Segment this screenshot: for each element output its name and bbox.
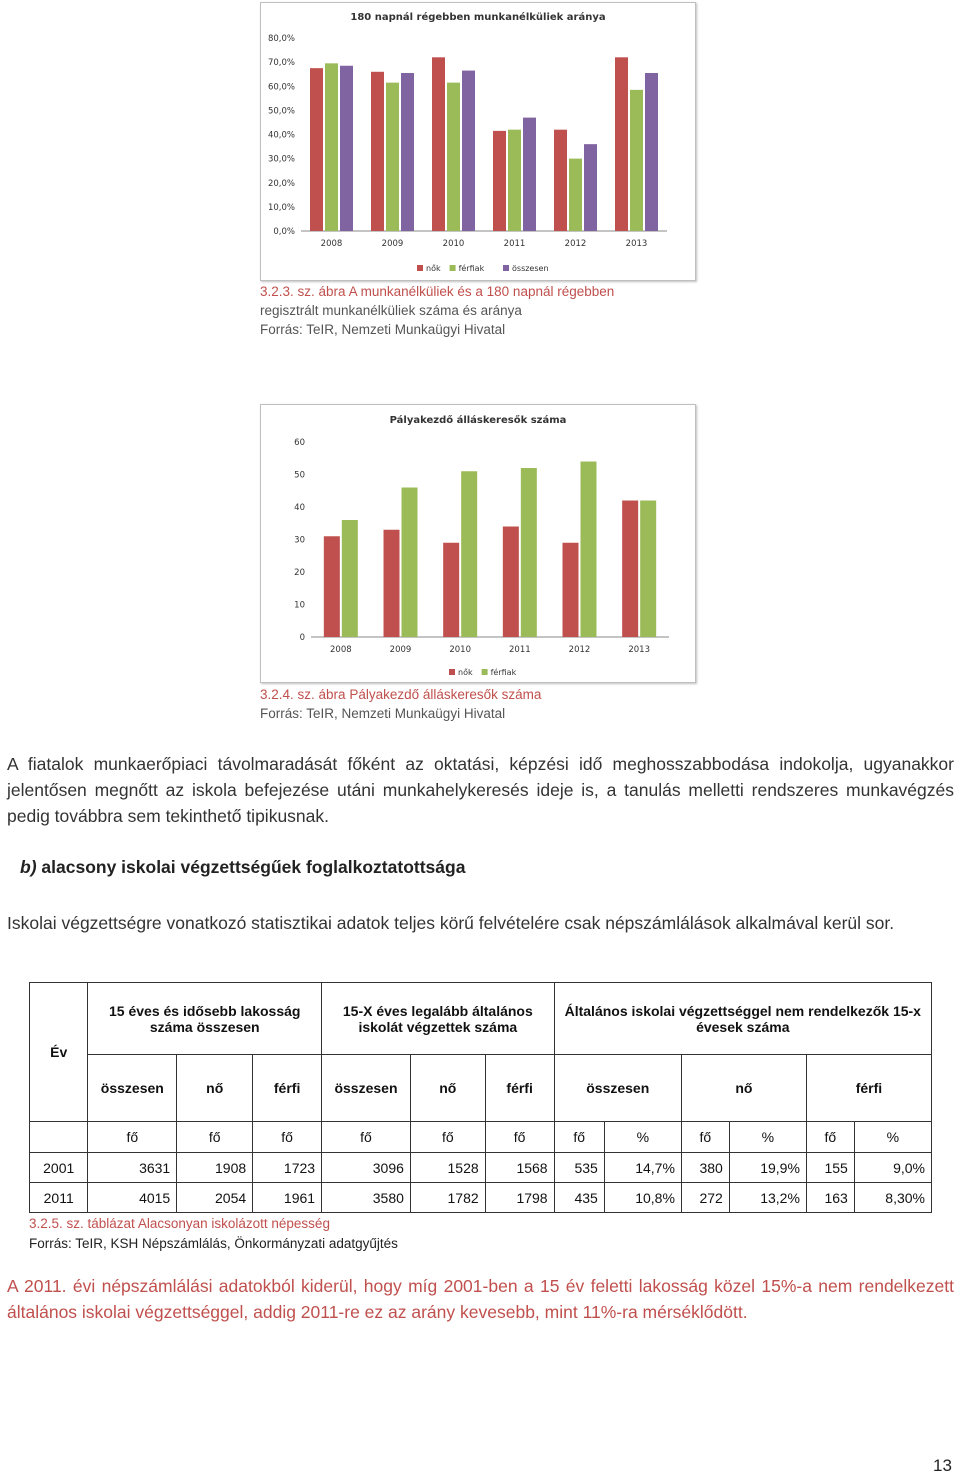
legend-swatch: [482, 669, 488, 675]
table-cell: 3096: [322, 1153, 411, 1183]
table-cell: 14,7%: [604, 1153, 681, 1183]
y-tick-label: 50,0%: [267, 106, 295, 117]
bar-férfiak-2009: [402, 488, 418, 638]
x-tick-label: 2011: [509, 645, 531, 655]
table-unit: %: [604, 1122, 681, 1153]
table-cell: 1961: [253, 1183, 322, 1213]
chart-2-source: Forrás: TeIR, Nemzeti Munkaügyi Hivatal: [260, 706, 506, 721]
x-tick-label: 2008: [320, 239, 343, 249]
bar-nők-2011: [493, 131, 506, 231]
bar-nők-2013: [622, 501, 638, 638]
y-tick-label: 70,0%: [267, 58, 295, 69]
bar-férfiak-2009: [386, 83, 399, 231]
y-tick-label: 10: [294, 600, 305, 611]
table-cell: 1908: [177, 1153, 253, 1183]
table-cell: 8,30%: [854, 1183, 931, 1213]
table-cell: 1798: [485, 1183, 554, 1213]
chart-2-frame: [260, 404, 696, 683]
bar-összesen-2009: [401, 73, 414, 231]
legend-label: nők: [458, 668, 473, 677]
table-cell: 4015: [88, 1183, 177, 1213]
y-tick-label: 30,0%: [267, 154, 295, 165]
paragraph-conclusion: A 2011. évi népszámlálási adatokból kiderül, hogy míg 2001-ben a 15 év feletti lakosság közel 15%-a nem rendelkezett általános iskolai végzettséggel, addig 2011-re ez az arány kevesebb, mint 11%-ra mérséklődött.: [7, 1276, 954, 1322]
bar-nők-2008: [324, 536, 340, 637]
table-unit: fő: [485, 1122, 554, 1153]
bar-összesen-2012: [584, 144, 597, 231]
table-subheader: férfi: [253, 1055, 322, 1122]
paragraph-census: Iskolai végzettségre vonatkozó statisztikai adatok teljes körű felvételére csak népszámlálások alkalmával kerül sor.: [7, 913, 895, 933]
bar-nők-2012: [563, 543, 579, 637]
y-tick-label: 40,0%: [267, 130, 295, 141]
y-tick-label: 20: [294, 568, 305, 578]
table-cell: 272: [681, 1183, 729, 1213]
table-subheader: férfi: [485, 1055, 554, 1122]
table-cell: 1568: [485, 1153, 554, 1183]
x-tick-label: 2011: [503, 239, 526, 249]
table-cell: 3631: [88, 1153, 177, 1183]
legend-label: férfiak: [458, 264, 485, 273]
table-cell: 535: [554, 1153, 604, 1183]
table-cell-year: 2001: [30, 1153, 88, 1183]
paragraph-youth: A fiatalok munkaerőpiaci távolmaradását főként az oktatási, képzési idő meghosszabbodása indokolja, ugyanakkor jelentősen megnőtt az iskola befejezése utáni munkahelykeresés ideje is, a tanulás melletti rendszeres munkavégzés pedig továbbra sem tekinthető tipikusnak.: [7, 754, 954, 826]
table-cell: 3580: [322, 1183, 411, 1213]
table-row: [30, 1153, 932, 1183]
table-header-group-1: 15 éves és idősebb lakosság száma összesen: [88, 983, 322, 1055]
chart-1-source: Forrás: TeIR, Nemzeti Munkaügyi Hivatal: [260, 322, 506, 337]
table-cell: 163: [806, 1183, 854, 1213]
bar-férfiak-2010: [447, 83, 460, 231]
legend-swatch: [449, 669, 455, 675]
bar-férfiak-2012: [581, 462, 597, 638]
chart-1-caption-title: A munkanélküliek és a 180 napnál régebben: [348, 284, 615, 299]
table-cell: 155: [806, 1153, 854, 1183]
x-tick-label: 2013: [625, 239, 648, 249]
table-cell: 380: [681, 1153, 729, 1183]
bar-férfiak-2011: [521, 468, 537, 637]
table-unit: %: [729, 1122, 806, 1153]
table-unit: fő: [410, 1122, 485, 1153]
table-subheader: összesen: [88, 1055, 177, 1122]
chart-title: Pályakezdő álláskeresők száma: [389, 415, 567, 426]
table-subheader: nő: [177, 1055, 253, 1122]
table-cell: 1782: [410, 1183, 485, 1213]
table-unit: fő: [681, 1122, 729, 1153]
bar-nők-2011: [503, 527, 519, 638]
table-unit: %: [854, 1122, 931, 1153]
table-subheader: összesen: [554, 1055, 681, 1122]
bar-nők-2009: [384, 530, 400, 637]
table-source: Forrás: TeIR, KSH Népszámlálás, Önkormányzati adatgyűjtés: [29, 1236, 398, 1251]
x-tick-label: 2010: [442, 239, 465, 249]
chart-2-caption: [260, 685, 541, 723]
bar-férfiak-2013: [630, 90, 643, 231]
section-heading-text: alacsony iskolai végzettségűek foglalkoztatottsága: [41, 857, 466, 877]
table-cell: 1528: [410, 1153, 485, 1183]
table-cell-empty: [30, 1122, 88, 1153]
bar-nők-2012: [554, 130, 567, 231]
bar-nők-2010: [432, 57, 445, 231]
table-caption-title: Alacsonyan iskolázott népesség: [137, 1216, 330, 1231]
x-tick-label: 2010: [449, 645, 471, 655]
table-subheader: férfi: [806, 1055, 931, 1122]
chart-2-caption-number: 3.2.4. sz. ábra: [260, 687, 346, 702]
chart-1-caption: [260, 282, 614, 339]
table-caption: [29, 1214, 398, 1254]
bar-összesen-2008: [340, 66, 353, 231]
table-cell: 1723: [253, 1153, 322, 1183]
bar-férfiak-2008: [325, 63, 338, 231]
y-tick-label: 60,0%: [267, 82, 295, 93]
table-unit: fő: [322, 1122, 411, 1153]
bar-összesen-2010: [462, 71, 475, 231]
legend-label: férfiak: [490, 668, 517, 677]
table-cell-year: 2011: [30, 1183, 88, 1213]
table-unit: fő: [177, 1122, 253, 1153]
y-tick-label: 60: [294, 438, 305, 448]
bar-férfiak-2011: [508, 130, 521, 231]
bar-nők-2009: [371, 72, 384, 231]
chart-1-caption-number: 3.2.3. sz. ábra: [260, 284, 346, 299]
table-unit: fő: [253, 1122, 322, 1153]
table-cell: 435: [554, 1183, 604, 1213]
table-cell: 10,8%: [604, 1183, 681, 1213]
chart-2-svg: [261, 405, 695, 682]
bar-férfiak-2008: [342, 520, 358, 637]
table-header-group-2: 15-X éves legalább általános iskolát végzettek száma: [322, 983, 555, 1055]
bar-nők-2013: [615, 57, 628, 231]
table-unit: fő: [554, 1122, 604, 1153]
table-unit: fő: [806, 1122, 854, 1153]
table-row: [30, 1183, 932, 1213]
y-tick-label: 20,0%: [267, 178, 295, 189]
chart-1-frame: [260, 2, 696, 281]
bar-nők-2008: [310, 68, 323, 231]
bar-férfiak-2010: [461, 471, 477, 637]
table-subheader: összesen: [322, 1055, 411, 1122]
legend-swatch: [417, 265, 423, 271]
legend-swatch: [450, 265, 456, 271]
table-units-row: [30, 1122, 932, 1153]
bar-férfiak-2013: [640, 501, 656, 638]
y-tick-label: 80,0%: [267, 34, 295, 44]
chart-2-caption-title: Pályakezdő álláskeresők száma: [349, 687, 542, 702]
y-tick-label: 0,0%: [273, 227, 295, 237]
table-cell: 9,0%: [854, 1153, 931, 1183]
table-unit: fő: [88, 1122, 177, 1153]
x-tick-label: 2009: [381, 239, 404, 249]
legend-label: összesen: [512, 264, 549, 273]
bar-összesen-2011: [523, 118, 536, 231]
section-heading-marker: b): [20, 857, 37, 877]
x-tick-label: 2012: [568, 645, 591, 655]
table-header-group-3: Általános iskolai végzettséggel nem rendelkezők 15-x évesek száma: [554, 983, 931, 1055]
table-cell: 2054: [177, 1183, 253, 1213]
table-caption-number: 3.2.5. sz. táblázat: [29, 1216, 135, 1231]
x-tick-label: 2009: [389, 645, 412, 655]
page-number: 13: [933, 1456, 952, 1475]
y-tick-label: 0: [299, 633, 305, 643]
table-subheader: nő: [681, 1055, 806, 1122]
y-tick-label: 10,0%: [267, 202, 295, 213]
table-cell: 19,9%: [729, 1153, 806, 1183]
x-tick-label: 2008: [330, 645, 352, 655]
table-cell: 13,2%: [729, 1183, 806, 1213]
chart-title: 180 napnál régebben munkanélküliek aránya: [350, 12, 606, 23]
legend-swatch: [503, 265, 509, 271]
table-header-year: Év: [30, 983, 88, 1122]
bar-nők-2010: [443, 543, 459, 637]
y-tick-label: 30: [294, 535, 305, 546]
bar-férfiak-2012: [569, 159, 582, 231]
x-tick-label: 2012: [564, 239, 587, 249]
legend-label: nők: [426, 264, 441, 273]
education-table: [29, 982, 932, 1213]
y-tick-label: 40: [294, 503, 305, 513]
table-subheader: nő: [410, 1055, 485, 1122]
bar-összesen-2013: [645, 73, 658, 231]
chart-1-svg: [261, 3, 695, 280]
x-tick-label: 2013: [628, 645, 650, 655]
section-heading: [20, 857, 465, 878]
chart-1-caption-line2: regisztrált munkanélküliek száma és aránya: [260, 303, 522, 318]
y-tick-label: 50: [294, 470, 305, 481]
